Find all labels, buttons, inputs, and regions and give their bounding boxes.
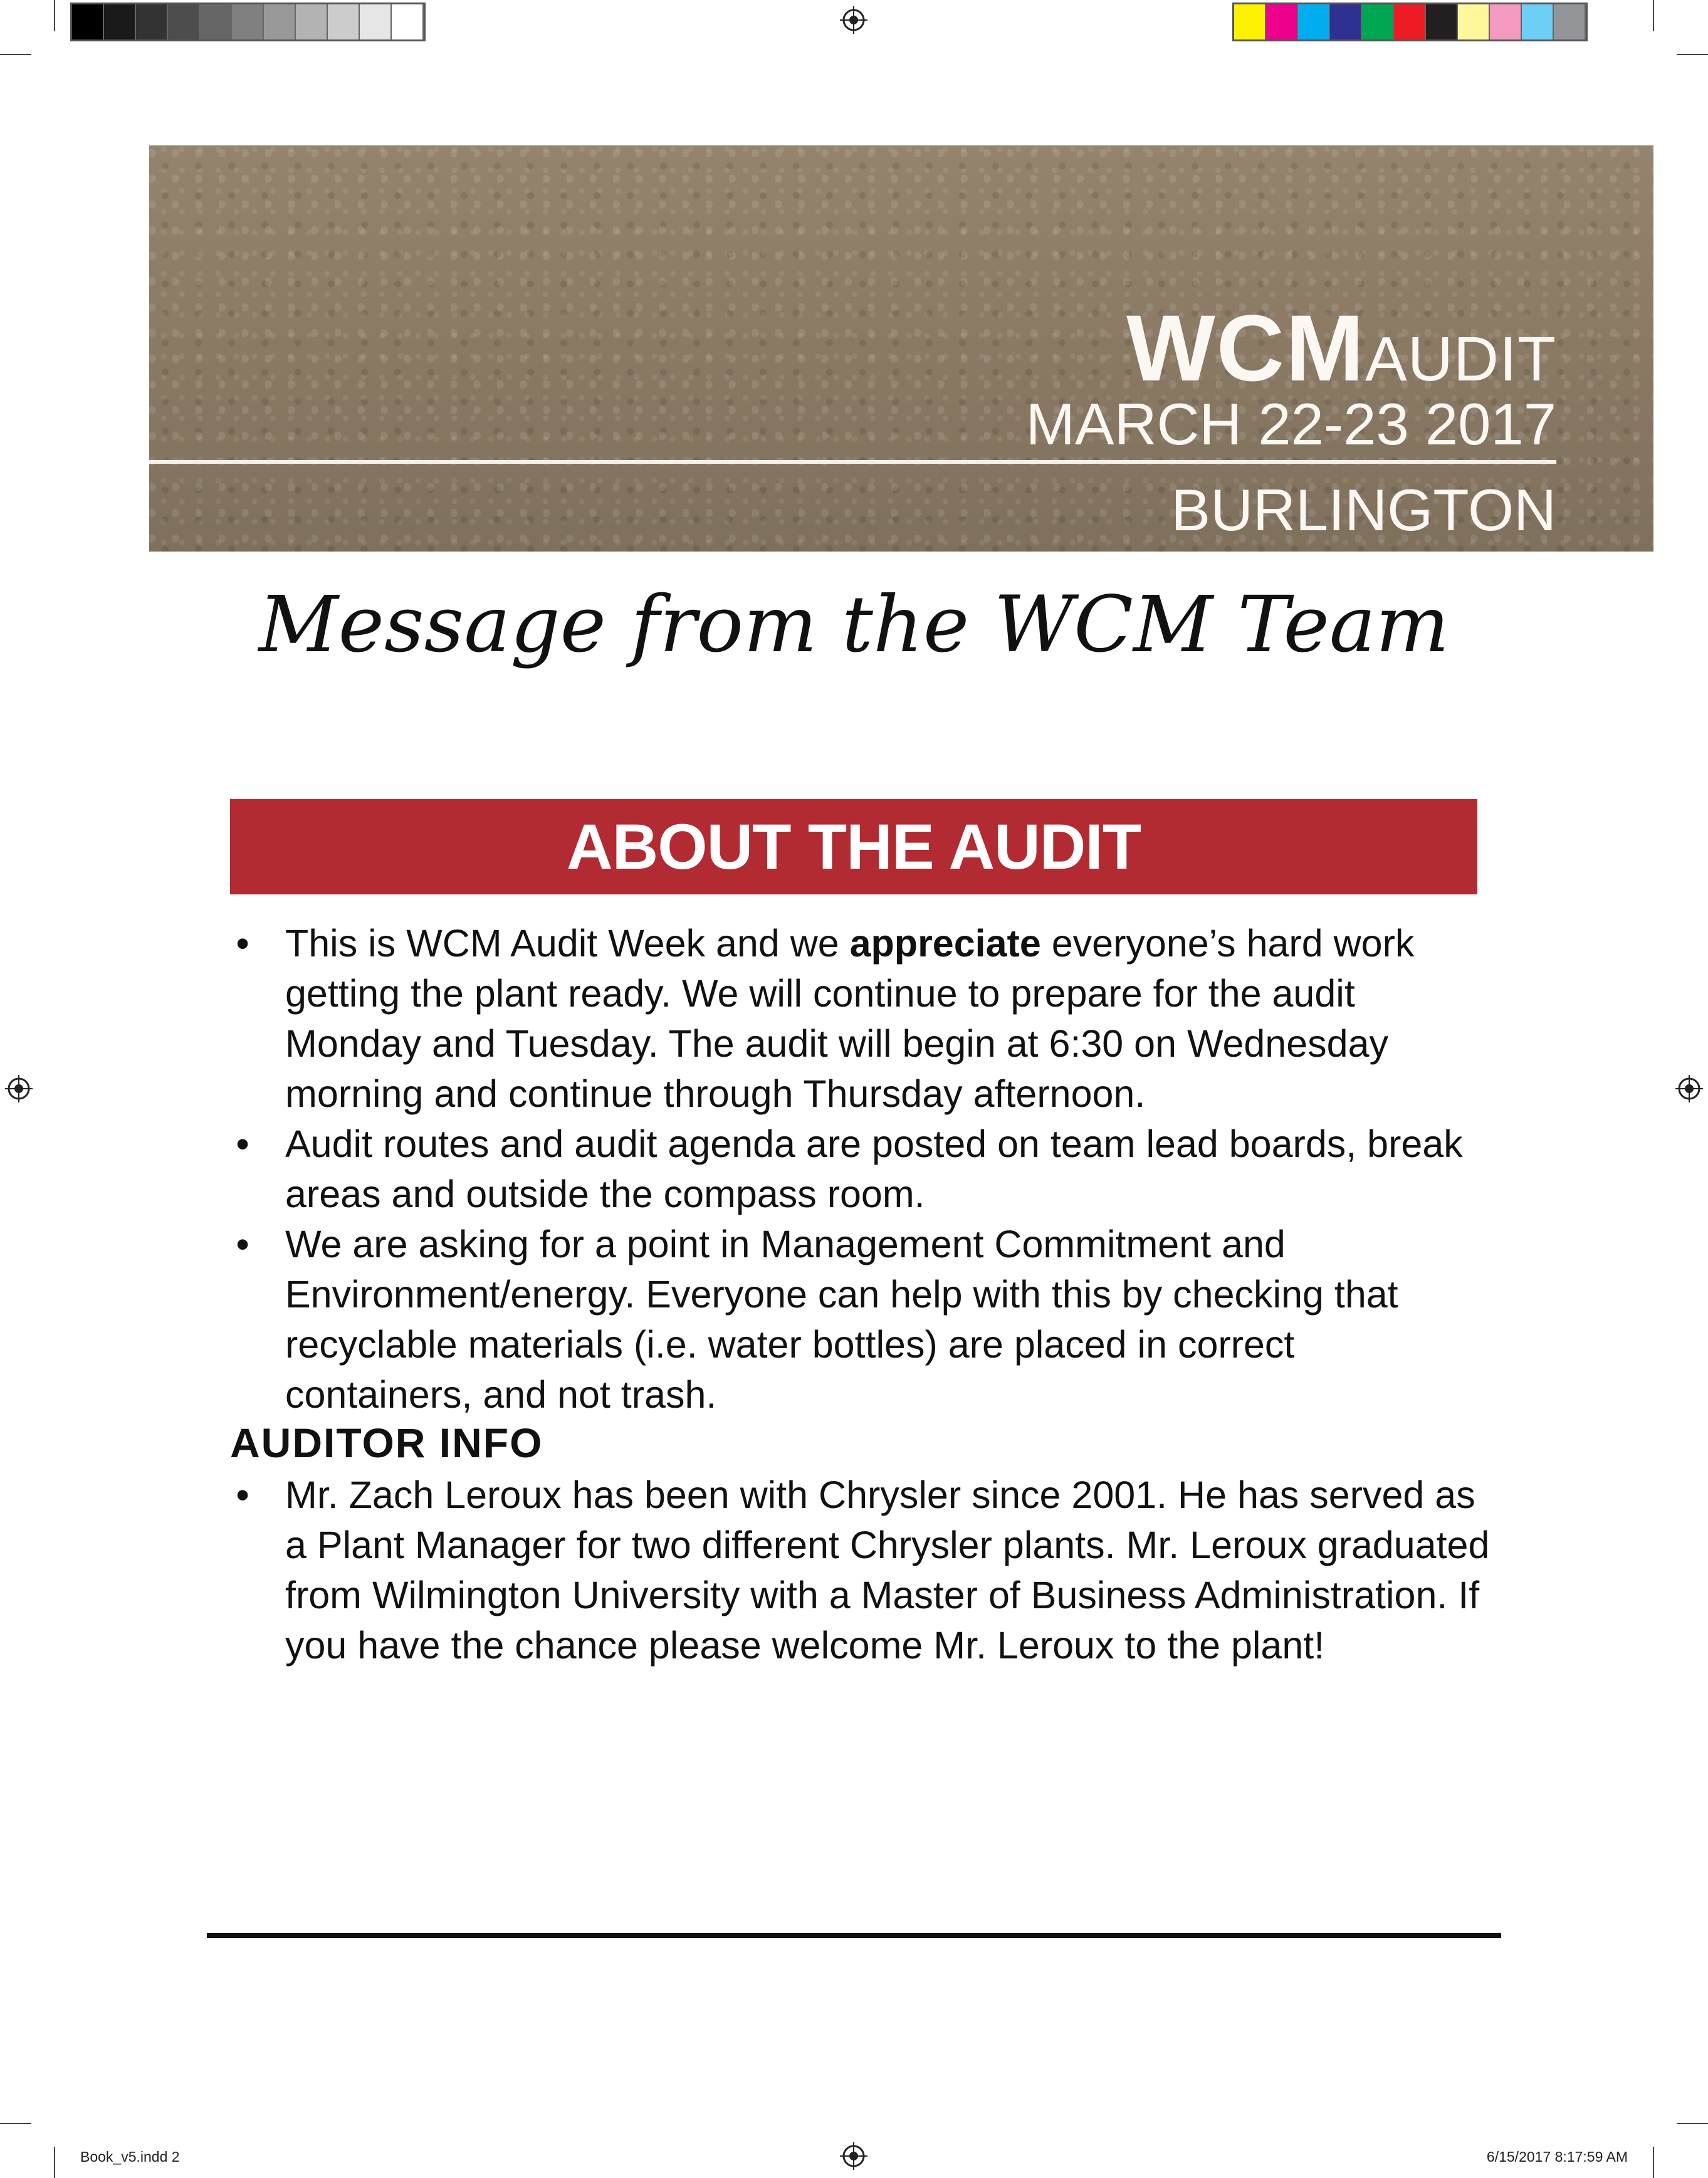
list-item (230, 918, 1490, 1119)
crop-mark (0, 2123, 31, 2124)
banner-audit: AUDIT (1365, 324, 1556, 394)
slug-filename: Book_v5.indd 2 (80, 2149, 180, 2165)
banner-dates: MARCH 22-23 2017 (1025, 391, 1556, 457)
color-swatch (1330, 4, 1362, 39)
color-swatch (1490, 4, 1522, 39)
color-swatch (392, 4, 424, 39)
color-swatch (1298, 4, 1330, 39)
banner-location: BURLINGTON (1171, 477, 1556, 543)
crop-mark (1653, 2147, 1654, 2178)
color-swatch (104, 4, 136, 39)
bullet: • (236, 922, 249, 965)
header-banner (149, 145, 1653, 552)
auditor-list (230, 1470, 1490, 1670)
page-title: Message from the WCM Team (258, 580, 1450, 670)
slug-timestamp: 6/15/2017 8:17:59 AM (1486, 2149, 1628, 2165)
list-item (230, 1219, 1490, 1420)
color-swatch (1234, 4, 1266, 39)
section-header-about: ABOUT THE AUDIT (230, 799, 1477, 894)
emphasis-text: appreciate (849, 922, 1041, 965)
item-text: We are asking for a point in Management Commitment and Environment/energy. Everyone can help with this by checking that recyclable materials (i.e. water bottles) are placed in correct containers, and not trash. (285, 1223, 1398, 1416)
color-swatch (168, 4, 200, 39)
color-swatch (328, 4, 360, 39)
crop-mark (54, 2147, 55, 2178)
registration-mark-icon (840, 6, 867, 34)
section-heading-auditor: AUDITOR INFO (230, 1420, 543, 1466)
banner-wcm: WCM (1126, 295, 1365, 401)
color-swatch (1394, 4, 1426, 39)
about-list (230, 918, 1490, 1420)
process-color-bar (1232, 3, 1588, 41)
color-swatch (1426, 4, 1458, 39)
color-swatch (1362, 4, 1394, 39)
banner-divider (149, 460, 1556, 464)
crop-mark (0, 54, 31, 55)
banner-title (1126, 295, 1556, 401)
color-swatch (296, 4, 328, 39)
grayscale-color-bar (70, 3, 426, 41)
color-swatch (1522, 4, 1554, 39)
registration-mark-icon (5, 1075, 33, 1102)
bottom-divider (207, 1933, 1501, 1938)
bullet: • (236, 1474, 249, 1516)
registration-mark-icon (840, 2142, 867, 2170)
item-text: everyone’s hard work getting the plant ready. We will continue to prepare for the audit Monday and Tuesday. The audit will begin at 6:30 on Wednesday morning and continue through Thursday afternoon. (285, 922, 1415, 1115)
color-swatch (136, 4, 168, 39)
color-swatch (232, 4, 264, 39)
crop-mark (1653, 0, 1654, 31)
list-item (230, 1470, 1490, 1670)
color-swatch (72, 4, 104, 39)
color-swatch (360, 4, 392, 39)
color-swatch (1458, 4, 1490, 39)
registration-mark-icon (1675, 1075, 1703, 1102)
item-text: Audit routes and audit agenda are posted on team lead boards, break areas and outside the compass room. (285, 1123, 1463, 1215)
crop-mark (54, 0, 55, 31)
crop-mark (1677, 54, 1708, 55)
color-swatch (1266, 4, 1298, 39)
bullet: • (236, 1123, 249, 1165)
item-text: This is WCM Audit Week and we (285, 922, 850, 965)
crop-mark (1677, 2123, 1708, 2124)
list-item (230, 1119, 1490, 1219)
color-swatch (1554, 4, 1586, 39)
bullet: • (236, 1223, 249, 1265)
color-swatch (200, 4, 232, 39)
item-text: Mr. Zach Leroux has been with Chrysler since 2001. He has served as a Plant Manager for two different Chrysler plants. Mr. Leroux graduated from Wilmington University with a Master of Business Administration. If you have the chance please welcome Mr. Leroux to the plant! (285, 1474, 1490, 1667)
color-swatch (264, 4, 296, 39)
